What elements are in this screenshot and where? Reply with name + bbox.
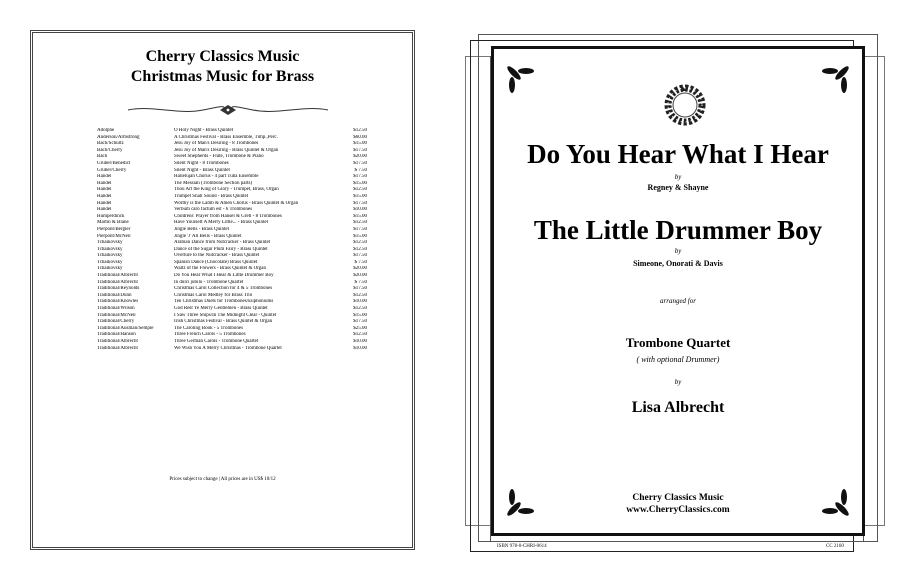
catalog-list [97,128,367,352]
catalog-header-line1: Cherry Classics Music [145,48,300,65]
catalog-composer: Tchaikovsky [97,259,123,265]
catalog-price: $15.00 [353,193,367,199]
catalog-price: $15.00 [353,180,367,186]
catalog-title: Three French Carols - 5 Trombones [174,332,246,338]
catalog-title: Jesu Joy of Man's Desiring - Brass Quintet & Organ [174,147,279,153]
catalog-title: Irish Christmas Festival - Brass Quintet & Organ [174,319,273,325]
catalog-title: Ten Christmas Duets for Trombones/Euphoniums [174,299,274,305]
catalog-price: $20.00 [353,154,367,160]
catalog-row [97,135,367,142]
catalog-row [97,161,367,168]
catalog-title: We Wish You A Merry Christmas - Trombone Quartet [174,345,282,351]
catalog-composer: Traditional/Albrecht [97,279,138,285]
catalog-title: Arabian Dance from Nutcracker - Brass Quintet [174,240,271,246]
catalog-composer: Traditional/Hanson [97,332,136,338]
flourish-divider-icon [123,103,333,117]
catalog-title: Christmas Carol Collection for 4 & 5 Trombones [174,286,273,292]
catalog-composer: Handel [97,180,112,186]
catalog-price: $60.00 [353,134,367,140]
catalog-composer: Traditional/Reynolds [97,286,140,292]
by-label-1: by [674,173,682,181]
catalog-composer: Pierpont/McNeil [97,233,131,239]
catalog-price: $12.50 [353,332,367,338]
catalog-price: $10.00 [353,339,367,344]
catalog-title: Silent Night - Brass Quintet [174,167,230,173]
catalog-row [97,306,367,313]
catalog-code: CC 2160 [826,544,844,549]
catalog-title: Do You Hear What I Hear & Little Drummer Boy [174,273,274,279]
catalog-footer: Prices subject to change | All prices are in US$ 10/12 [169,477,276,482]
catalog-row [97,227,367,234]
catalog-price: $12.50 [353,292,367,298]
ensemble-label: Trombone Quartet [625,335,731,350]
catalog-row [97,319,367,326]
catalog-composer: Bach/Cherry [97,147,123,153]
composer-credit-1: Regney & Shayne [647,183,709,192]
catalog-title: Jingle 'J' All Bells - Brass Quintet [174,233,242,239]
catalog-composer: Bach [97,154,108,160]
catalog-price: $17.50 [353,147,367,153]
catalog-price: $17.50 [353,319,367,325]
catalog-row [97,299,367,306]
catalog-composer: Bach/Schultz [97,141,124,147]
catalog-composer: Traditional/Wilson [97,306,135,312]
catalog-composer: Traditional/Albrecht [97,273,138,279]
catalog-row [97,181,367,188]
catalog-row [97,174,367,181]
catalog-composer: Martin & Blane [97,220,129,226]
catalog-title: Thou Art the King of Glory - Trumpet, Brass, Organ [174,187,279,193]
catalog-title: A Christmas Festival - Brass Ensemble, Timp.,Perc. [174,134,278,140]
catalog-row [97,260,367,267]
catalog-price: $10.00 [353,207,367,213]
catalog-title: Worthy is the Lamb & Amen Chorus - Brass Quintet & Organ [174,200,299,206]
catalog-composer: Handel [97,187,112,193]
arranger-name: Lisa Albrecht [631,399,725,416]
by-label-3: by [674,378,682,386]
catalog-title: The Messiah (Trombone Section parts) [174,180,253,186]
catalog-title: Childrens' Prayer from Hansel & Gretl - 8 Trombones [174,213,282,219]
catalog-title: Spanish Dance (Chocolate) Brass Quintet [174,259,258,265]
catalog-title: Overture to the Nutcracker - Brass Quintet [174,253,260,259]
catalog-title: Three German Carols - Trombone Quartet [174,339,259,344]
catalog-composer: Pierpont/Bergler [97,226,131,232]
catalog-price: $17.50 [353,174,367,180]
catalog-row [97,253,367,260]
catalog-row [97,128,367,135]
catalog-row [97,220,367,227]
catalog-header [33,47,412,87]
catalog-title: Trumpet Shall Sound - Brass Quintet [174,193,249,199]
catalog-row [97,332,367,339]
catalog-row [97,148,367,155]
catalog-price: $ 7.50 [354,259,367,265]
catalog-price: $12.50 [353,246,367,252]
catalog-title: Jingle Bells - Brass Quintet [174,226,229,232]
catalog-composer: Adolphe [97,128,115,133]
catalog-composer: Tchaikovsky [97,253,123,259]
catalog-composer: Handel [97,207,112,213]
catalog-row [97,313,367,320]
option-label: ( with optional Drummer) [636,355,720,364]
catalog-row [97,326,367,333]
catalog-row [97,273,367,280]
catalog-composer: Tchaikovsky [97,246,123,252]
catalog-title: Jesu Joy of Man's Desiring - 8 Trombones [174,141,259,147]
catalog-title: Waltz of the Flowers - Brass Quintet & Organ [174,266,266,272]
wreath-icon [661,81,709,129]
cover-page [491,46,865,536]
catalog-composer: Traditional/Dunn [97,292,132,298]
publisher-website: www.CherryClassics.com [626,505,730,515]
catalog-row [97,266,367,273]
catalog-row [97,207,367,214]
catalog-row [97,214,367,221]
catalog-title: Silent Night - 8 Trombones [174,160,229,166]
catalog-title: O Holy Night - Brass Quintet [174,128,234,133]
catalog-row [97,280,367,287]
catalog-row [97,293,367,300]
catalog-composer: Traditional/Knowles [97,299,139,305]
catalog-composer: Handel [97,174,112,180]
catalog-composer: Traditional/Albrecht [97,339,138,344]
catalog-row [97,346,367,353]
catalog-composer: Handel [97,200,112,206]
composer-credit-2: Simeone, Onorati & Davis [633,259,723,268]
catalog-title: Verbum caro factum est - 6 Trombones [174,207,253,213]
catalog-title: The Caroling Book - 5 Trombones [174,325,244,331]
catalog-price: $20.00 [353,273,367,279]
catalog-price: $12.50 [353,128,367,133]
catalog-price: $12.50 [353,240,367,246]
cover-title-1: Do You Hear What I Hear [527,139,829,169]
cover-title-2: The Little Drummer Boy [533,215,823,245]
catalog-composer: Traditional/Albrecht [97,345,138,351]
catalog-composer: Gruber/Cherry [97,167,127,173]
catalog-title: Sweet Shepherds - Flute, Trombone & Piano [174,154,264,160]
catalog-row [97,234,367,241]
catalog-composer: Tchaikovsky [97,240,123,246]
catalog-title: God Rest Ye Merry Gentlemen - Brass Quintet [174,306,268,312]
catalog-title: Hallelujah Chorus - 4 part Tuba Ensemble [174,174,259,180]
catalog-price: $10.00 [353,299,367,305]
catalog-title: Christmas Carol Medley for Brass Trio [174,292,253,298]
catalog-price: $17.50 [353,226,367,232]
catalog-header-line2: Christmas Music for Brass [130,68,315,85]
catalog-row [97,168,367,175]
catalog-price: $17.50 [353,160,367,166]
catalog-row [97,201,367,208]
catalog-composer: Traditional/Cherry [97,319,135,325]
publisher-name: Cherry Classics Music [632,493,724,503]
catalog-title: Have Yourself A Merry Little... - Brass Quintet [174,220,269,226]
catalog-composer: Tchaikovsky [97,266,123,272]
catalog-price: $17.50 [353,286,367,292]
catalog-row [97,247,367,254]
catalog-price: $15.00 [353,233,367,239]
catalog-composer: Anderson/Armstrong [97,134,140,140]
catalog-title: Dance of the Sugar Plum Fairy - Brass Quintet [174,246,268,252]
catalog-composer: Handel [97,193,112,199]
catalog-price: $15.00 [353,312,367,318]
catalog-composer: Humperdinck [97,213,125,219]
catalog-title: In dulci jubilo - Trombone Quartet [174,279,244,285]
by-label-2: by [674,247,682,255]
catalog-row [97,240,367,247]
catalog-price: $12.50 [353,220,367,226]
catalog-price: $12.50 [353,306,367,312]
arranged-label: arranged for [660,297,696,305]
catalog-composer: Gruber/Benedict [97,160,131,166]
catalog-page [30,30,415,550]
isbn-label: ISBN 978-0-CHRI-0614 [497,544,547,549]
catalog-price: $20.00 [353,266,367,272]
catalog-price: $ 7.50 [354,279,367,285]
catalog-row [97,286,367,293]
catalog-price: $17.50 [353,253,367,259]
catalog-row [97,187,367,194]
catalog-price: $17.50 [353,200,367,206]
catalog-row [97,339,367,346]
catalog-composer: Traditional/Ausman/Semple [97,325,154,331]
catalog-row [97,141,367,148]
corner-ornament-icon [818,63,852,97]
catalog-price: $15.00 [353,213,367,219]
catalog-row [97,194,367,201]
catalog-price: $25.00 [353,325,367,331]
catalog-price: $15.00 [353,141,367,147]
catalog-title: I Saw Three Ships/In The Midnight Clear - Quintet [174,312,277,318]
catalog-composer: Traditional/McNeil [97,312,136,318]
catalog-row [97,154,367,161]
catalog-price: $12.50 [353,187,367,193]
corner-ornament-icon [504,63,538,97]
catalog-price: $ 7.50 [354,167,367,173]
catalog-price: $10.00 [353,345,367,351]
